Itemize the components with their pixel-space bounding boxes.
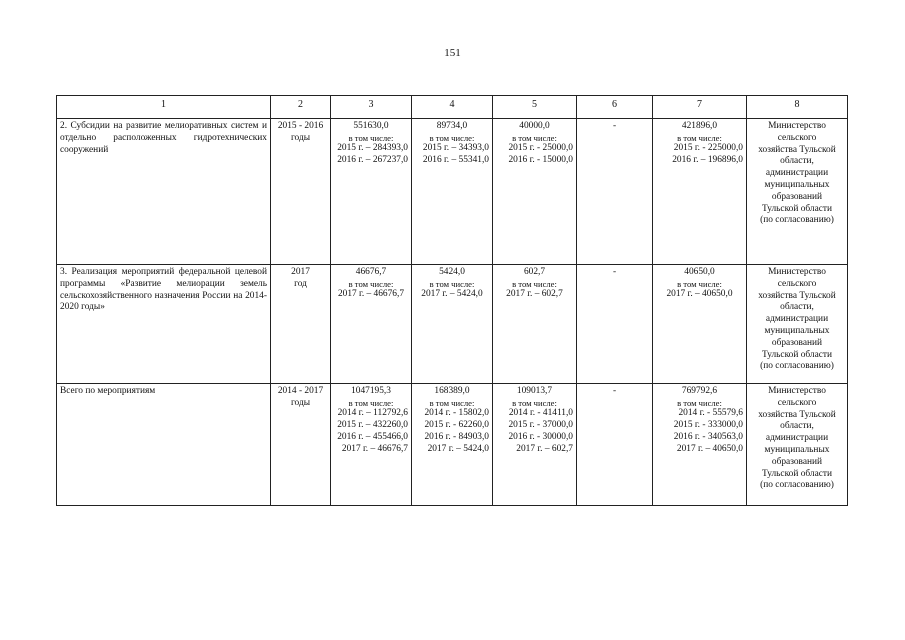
responsible-executor-cell: Министерство сельского хозяйства Тульской области, администрации муниципальных образований Тульской области (по согласованию) bbox=[747, 384, 848, 506]
total-funding-cell: 46676,7 в том числе: 2017 г. – 46676,7 bbox=[331, 265, 412, 384]
federal-funding-cell: 168389,0 в том числе: 2014 г. - 15802,0 2015 г. - 62260,0 2016 г. - 84903,0 2017 г. – 5424,0 bbox=[412, 384, 493, 506]
federal-funding-cell: 89734,0 в том числе: 2015 г. – 34393,0 2016 г. – 55341,0 bbox=[412, 119, 493, 265]
header-cell: 8 bbox=[747, 96, 848, 119]
period-cell: 2015 - 2016 годы bbox=[271, 119, 331, 265]
measure-name: 2. Субсидии на развитие мелиоративных систем и отдельно расположенных гидротехнических сооружений bbox=[57, 119, 271, 265]
measure-name: Всего по мероприятиям bbox=[57, 384, 271, 506]
table-row bbox=[57, 265, 848, 384]
header-cell: 2 bbox=[271, 96, 331, 119]
header-row bbox=[57, 96, 848, 119]
header-cell: 4 bbox=[412, 96, 493, 119]
extrabudget-funding-cell: 40650,0 в том числе: 2017 г. – 40650,0 bbox=[653, 265, 747, 384]
header-cell: 5 bbox=[493, 96, 577, 119]
regional-funding-cell: 602,7 в том числе: 2017 г. – 602,7 bbox=[493, 265, 577, 384]
header-cell: 3 bbox=[331, 96, 412, 119]
header-cell: 7 bbox=[653, 96, 747, 119]
extrabudget-funding-cell: 421896,0 в том числе: 2015 г. - 225000,0 2016 г. – 196896,0 bbox=[653, 119, 747, 265]
responsible-executor-cell: Министерство сельского хозяйства Тульской области, администрации муниципальных образований Тульской области (по согласованию) bbox=[747, 119, 848, 265]
regional-funding-cell: 109013,7 в том числе: 2014 г. - 41411,0 2015 г. - 37000,0 2016 г. - 30000,0 2017 г. – 602,7 bbox=[493, 384, 577, 506]
regional-funding-cell: 40000,0 в том числе: 2015 г. - 25000,0 2016 г. - 15000,0 bbox=[493, 119, 577, 265]
total-funding-cell: 551630,0 в том числе: 2015 г. – 284393,0 2016 г. – 267237,0 bbox=[331, 119, 412, 265]
program-table bbox=[56, 95, 848, 506]
table-row bbox=[57, 119, 848, 265]
period-cell: 2014 - 2017 годы bbox=[271, 384, 331, 506]
measure-name: 3. Реализация мероприятий федеральной целевой программы «Развитие мелиорации земель сельскохозяйственного назначения России на 2014-2020 годы» bbox=[57, 265, 271, 384]
local-funding-cell: - bbox=[577, 265, 653, 384]
extrabudget-funding-cell: 769792,6 в том числе: 2014 г. - 55579,6 2015 г. - 333000,0 2016 г. - 340563,0 2017 г. – 40650,0 bbox=[653, 384, 747, 506]
local-funding-cell: - bbox=[577, 119, 653, 265]
local-funding-cell: - bbox=[577, 384, 653, 506]
header-cell: 6 bbox=[577, 96, 653, 119]
period-cell: 2017 год bbox=[271, 265, 331, 384]
total-funding-cell: 1047195,3 в том числе: 2014 г. – 112792,6 2015 г. – 432260,0 2016 г. – 455466,0 2017 г. – 46676,7 bbox=[331, 384, 412, 506]
header-cell: 1 bbox=[57, 96, 271, 119]
table-row bbox=[57, 384, 848, 506]
federal-funding-cell: 5424,0 в том числе: 2017 г. – 5424,0 bbox=[412, 265, 493, 384]
page-number: 151 bbox=[444, 47, 461, 59]
responsible-executor-cell: Министерство сельского хозяйства Тульской области, администрации муниципальных образований Тульской области (по согласованию) bbox=[747, 265, 848, 384]
